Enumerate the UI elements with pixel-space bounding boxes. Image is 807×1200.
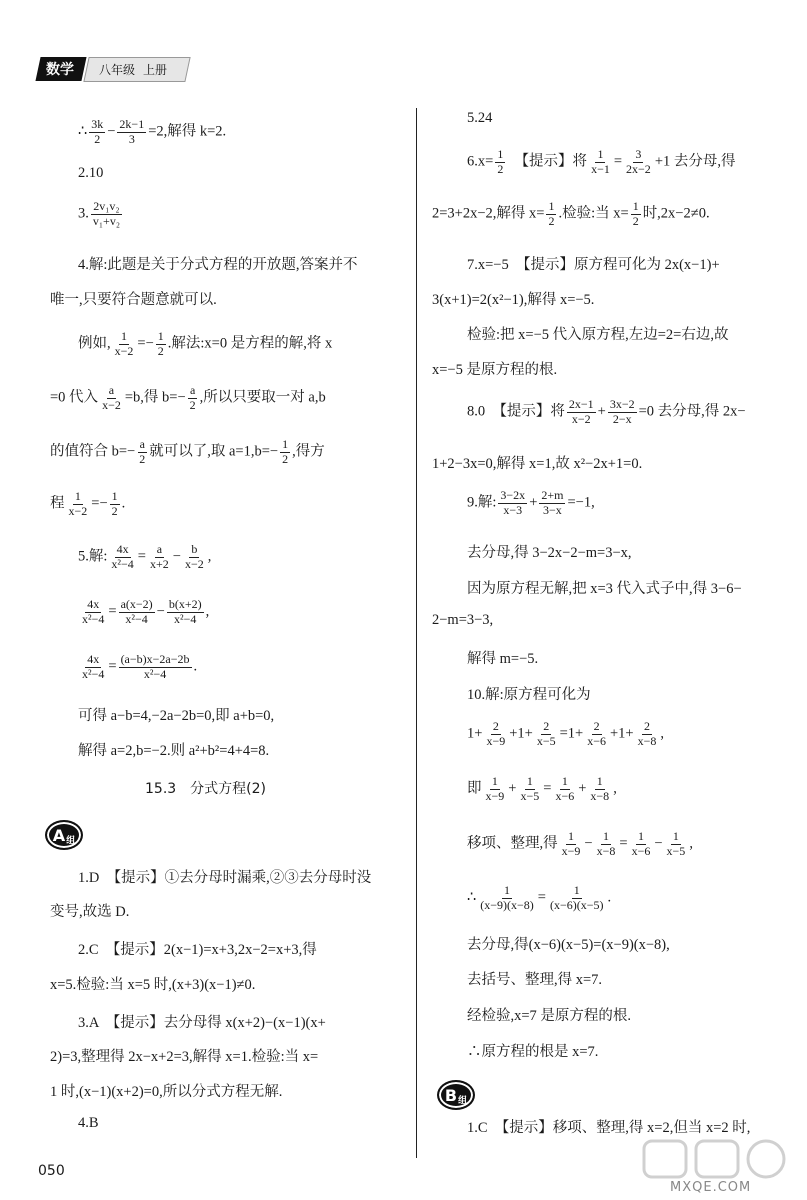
left-line-12: 可得 a−b=4,−2a−2b=0,即 a+b=0, [78,708,275,724]
left-line-2: 2.10 [78,165,104,181]
left-line-5: 例如, $\frac{1}{x-2}$ =− $\frac{1}{2}$ .解法:x=0 是方程的解,将 x [78,329,333,358]
left-line-10: $\frac{4x}{\text{x²−4}}$ = $\frac{a(x-2)}{\text{x²−4}}$ − $\frac{b(x+2)}{\text{x²−4}}$ , [82,597,210,626]
right-line-5: 3(x+1)=2(x²−1),解得 x=−5. [432,292,595,308]
right-line-6: 检验:把 x=−5 代入原方程,左边=2=右边,故 [467,327,729,343]
right-line-15: 10.解:原方程可化为 [467,687,591,703]
right-line-22: 经检验,x=7 是原方程的根. [467,1008,632,1024]
left-line-a4: 4.B [78,1115,99,1131]
right-line-9: 1+2−3x=0,解得 x=1,故 x²−2x+1=0. [432,456,643,472]
left-line-a2a: 2.C 【提示】2(x−1)=x+3,2x−2=x+3,得 [78,942,317,958]
right-line-7: x=−5 是原方程的根. [432,362,558,378]
right-line-18: 移项、整理,得 $\frac{1}{x-9}$ − $\frac{1}{x-8}$ = $\frac{1}{x-6}$ − $\frac{1}{x-5}$ , [467,829,693,858]
header-grade-volume: 八年级 上册 [83,57,190,82]
left-line-9: 5.解: $\frac{4x}{\text{x²−4}}$ = $\frac{a}{x+2}$ − $\frac{b}{x-2}$ , [78,542,212,571]
right-line-10: 9.解: $\frac{3-2x}{x-3}$ + $\frac{2+m}{3-x}$ =−1, [467,488,595,517]
left-line-7: 的值符合 b=− $\frac{a}{2}$ 就可以了,取 a=1,b=− $\frac{1}{2}$ ,得方 [50,437,325,466]
page-number: 050 [38,1163,65,1179]
group-a-badge: A 组 [45,820,83,850]
right-line-3: 2=3+2x−2,解得 x= $\frac{1}{2}$ .检验:当 x= $\frac{1}{2}$ 时,2x−2≠0. [432,199,710,228]
column-divider [416,108,417,1158]
watermark-text: MXQE.COM [670,1180,752,1195]
right-line-11: 去分母,得 3−2x−2−m=3−x, [467,545,632,561]
right-line-13: 2−m=3−3, [432,612,494,628]
left-line-a3b: 2)=3,整理得 2x−x+2=3,解得 x=1.检验:当 x= [50,1049,319,1065]
left-line-a1a: 1.D 【提示】①去分母时漏乘,②③去分母时没 [78,870,372,886]
page-header [38,58,188,80]
group-b-badge: B 组 [437,1080,475,1110]
left-line-a1b: 变号,故选 D. [50,904,130,920]
header-subject: 数学 [35,57,86,81]
right-line-23: ∴原方程的根是 x=7. [467,1044,599,1060]
right-line-2: 6.x= $\frac{1}{2}$ 【提示】将 $\frac{1}{x-1}$ = $\frac{3}{2x-2}$ +1 去分母,得 [467,147,736,176]
left-line-4b: 唯一,只要符合题意就可以. [50,292,217,308]
right-line-4: 7.x=−5 【提示】原方程可化为 2x(x−1)+ [467,257,720,273]
left-line-6: =0 代入 $\frac{a}{x-2}$ =b,得 b=− $\frac{a}{2}$ ,所以只要取一对 a,b [50,383,326,412]
left-line-a2b: x=5.检验:当 x=5 时,(x+3)(x−1)≠0. [50,977,256,993]
left-line-a3a: 3.A 【提示】去分母得 x(x+2)−(x−1)(x+ [78,1015,326,1031]
right-line-20: 去分母,得(x−6)(x−5)=(x−9)(x−8), [467,937,670,953]
right-line-17: 即 $\frac{1}{x-9}$ + $\frac{1}{x-5}$ = $\frac{1}{x-6}$ + $\frac{1}{x-8}$ , [467,774,617,803]
left-line-13: 解得 a=2,b=−2.则 a²+b²=4+4=8. [78,743,270,759]
left-line-4a: 4.解:此题是关于分式方程的开放题,答案并不 [78,257,358,273]
right-line-1: 5.24 [467,110,493,126]
left-line-11: $\frac{4x}{\text{x²−4}}$ = $\frac{(a-b)x-2a-2b}{\text{x²−4}}$ . [82,652,198,681]
right-line-24: 1.C 【提示】移项、整理,得 x=2,但当 x=2 时, [467,1120,751,1136]
right-line-21: 去括号、整理,得 x=7. [467,972,603,988]
right-line-12: 因为原方程无解,把 x=3 代入式子中,得 3−6− [467,581,742,597]
right-line-14: 解得 m=−5. [467,651,539,667]
left-line-3: 3. $\frac{\text{2v₁v₂}}{\text{v₁+v₂}}$ [78,199,121,228]
right-line-16: 1+ $\frac{2}{x-9}$ +1+ $\frac{2}{x-5}$ =1+ $\frac{2}{x-6}$ +1+ $\frac{2}{x-8}$ , [467,719,665,748]
left-line-8: 程 $\frac{1}{x-2}$ =− $\frac{1}{2}$ . [50,489,126,518]
section-title: 15.3 分式方程(2) [145,781,267,797]
left-line-1: ∴ $\frac{3k}{2}$ − $\frac{2k-1}{3}$ =2,解得 k=2. [78,117,227,146]
left-line-a3c: 1 时,(x−1)(x+2)=0,所以分式方程无解. [50,1084,283,1100]
right-line-8: 8.0 【提示】将 $\frac{2x-1}{x-2}$ + $\frac{3x-2}{2-x}$ =0 去分母,得 2x− [467,397,746,426]
right-line-19: ∴ $\frac{1}{(x-9)(x-8)}$ = $\frac{1}{(x-6)(x-5)}$ . [467,883,612,912]
